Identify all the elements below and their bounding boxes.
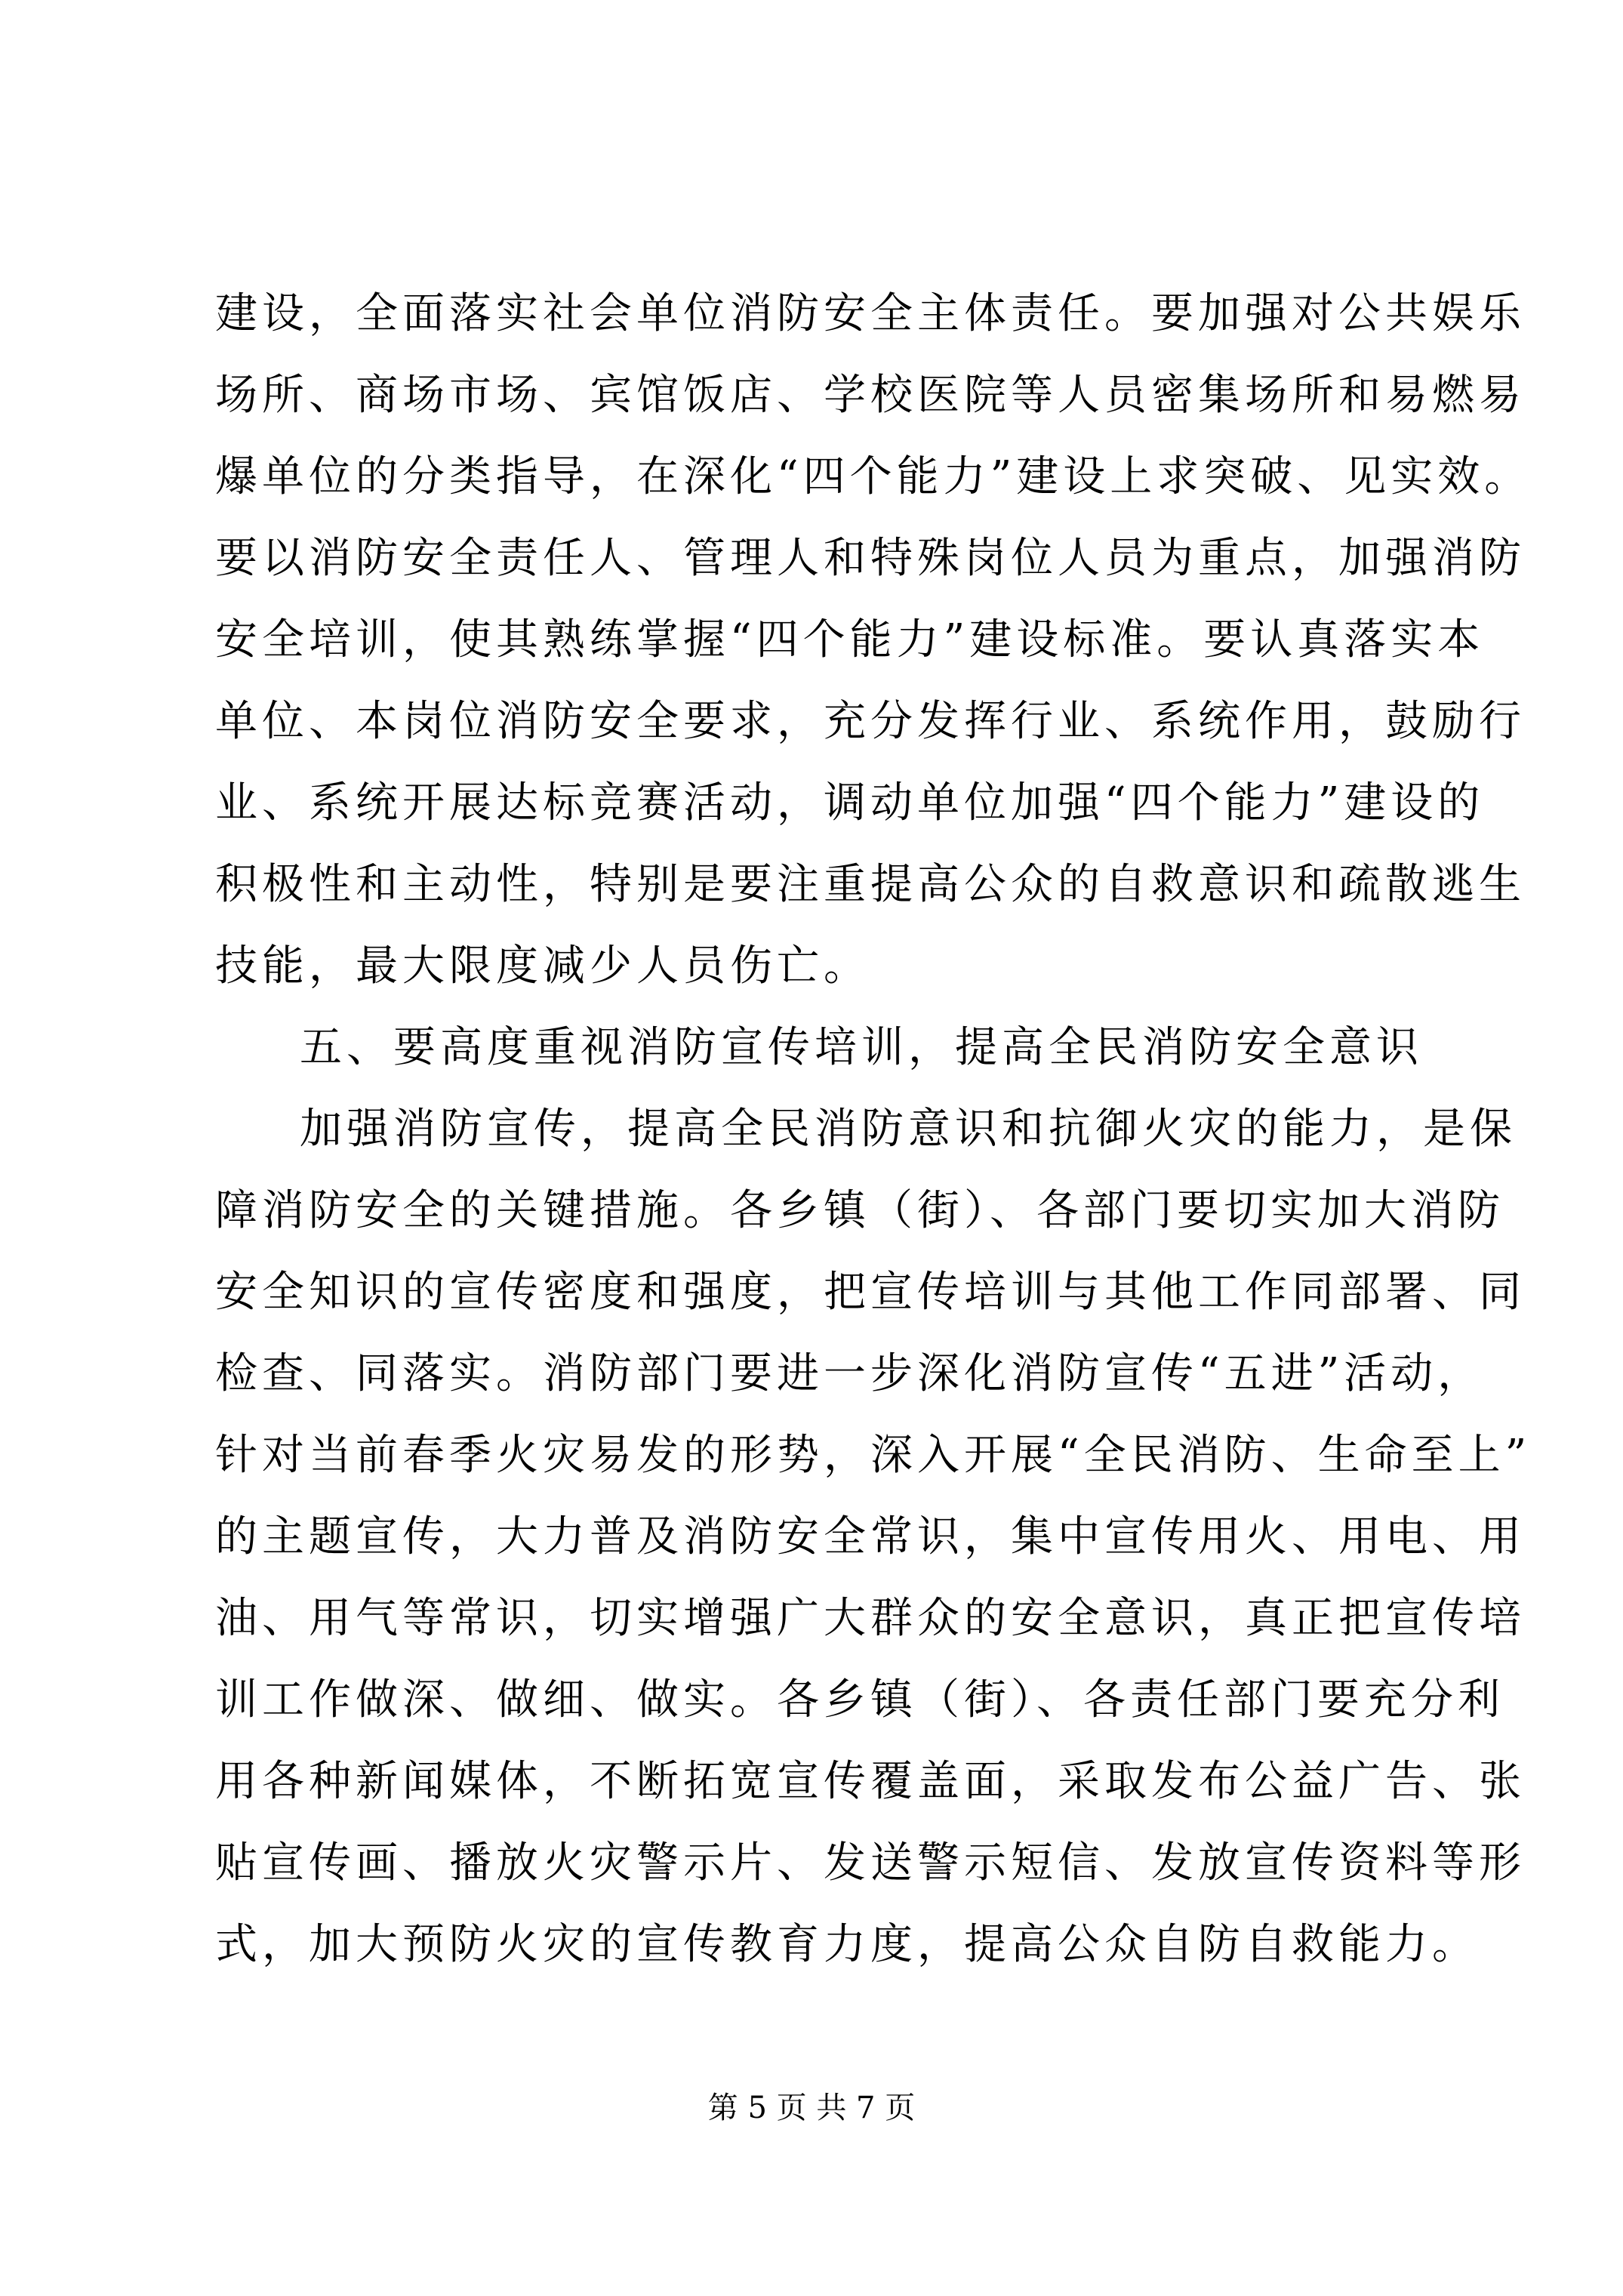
text-line: 建设，全面落实社会单位消防安全主体责任。要加强对公共娱乐 <box>215 289 1526 338</box>
text-line: 要以消防安全责任人、管理人和特殊岗位人员为重点，加强消防 <box>215 534 1526 583</box>
text-line: 业、系统开展达标竞赛活动，调动单位加强“四个能力”建设的 <box>215 778 1485 827</box>
page-number: 第 5 页 共 7 页 <box>707 2091 916 2125</box>
text-line: 单位、本岗位消防安全要求，充分发挥行业、系统作用，鼓励行 <box>215 697 1526 746</box>
text-line: 训工作做深、做细、做实。各乡镇（街）、各责任部门要充分利 <box>215 1675 1504 1724</box>
section-heading: 五、要高度重视消防宣传培训，提高全民消防安全意识 <box>300 1023 1423 1072</box>
document-body <box>215 273 1532 1986</box>
text-line: 爆单位的分类指导，在深化“四个能力”建设上求突破、见实效。 <box>215 452 1532 501</box>
text-line: 障消防安全的关键措施。各乡镇（街）、各部门要切实加大消防 <box>215 1186 1504 1235</box>
text-line: 油、用气等常识，切实增强广大群众的安全意识，真正把宣传培 <box>215 1594 1526 1643</box>
text-line: 安全培训，使其熟练掌握“四个能力”建设标准。要认真落实本 <box>215 615 1485 664</box>
text-line: 积极性和主动性，特别是要注重提高公众的自救意识和疏散逃生 <box>215 860 1526 909</box>
text-line: 的主题宣传，大力普及消防安全常识，集中宣传用火、用电、用 <box>215 1512 1526 1561</box>
text-line: 加强消防宣传，提高全民消防意识和抗御火灾的能力，是保 <box>300 1105 1517 1154</box>
text-line: 安全知识的宣传密度和强度，把宣传培训与其他工作同部署、同 <box>215 1268 1526 1317</box>
text-line: 针对当前春季火灾易发的形势，深入开展“全民消防、生命至上” <box>215 1431 1532 1480</box>
text-line: 式，加大预防火灾的宣传教育力度，提高公众自防自救能力。 <box>215 1920 1479 1969</box>
text-line: 场所、商场市场、宾馆饭店、学校医院等人员密集场所和易燃易 <box>215 371 1526 420</box>
text-line: 贴宣传画、播放火灾警示片、发送警示短信、发放宣传资料等形 <box>215 1838 1526 1888</box>
text-line: 用各种新闻媒体，不断拓宽宣传覆盖面，采取发布公益广告、张 <box>215 1757 1526 1806</box>
text-line: 技能，最大限度减少人员伤亡。 <box>215 942 870 991</box>
text-line: 检查、同落实。消防部门要进一步深化消防宣传“五进”活动， <box>215 1349 1485 1398</box>
